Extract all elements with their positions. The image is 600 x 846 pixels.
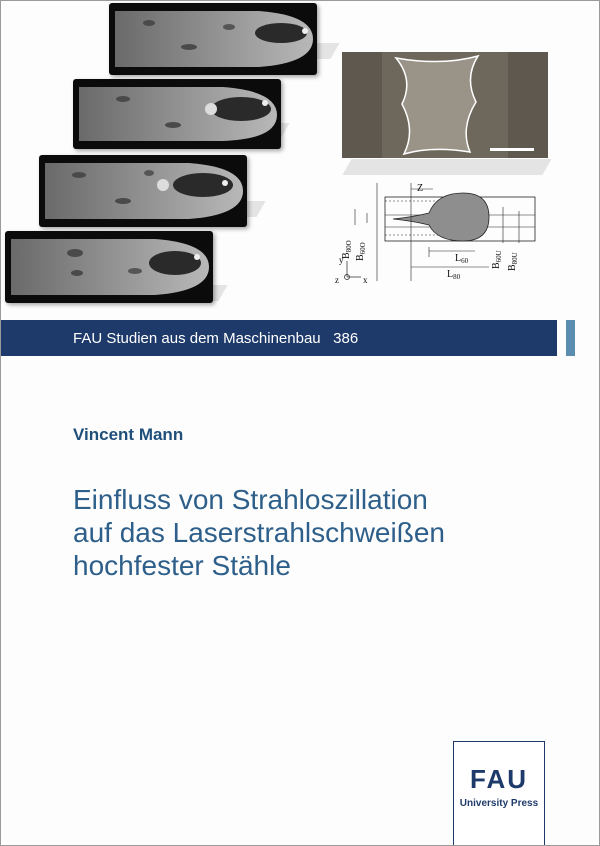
- title-line: auf das Laserstrahlschweißen: [73, 517, 445, 548]
- micrograph-shadow-plate: [342, 159, 551, 175]
- title-line: Einfluss von Strahloszillation: [73, 484, 428, 515]
- axis-label-z: z: [335, 275, 339, 285]
- keyhole-image-frame-1: [109, 3, 317, 75]
- axis-label-y: y: [339, 255, 344, 265]
- logo-subtitle: University Press: [459, 798, 539, 809]
- series-number: 386: [333, 330, 359, 347]
- diagram-label-b80o: $B_{80O}$: [341, 240, 353, 259]
- series-banner: [1, 320, 557, 356]
- series-accent-bar: [566, 320, 575, 356]
- weld-seam-dimension-diagram: [333, 181, 545, 289]
- book-title: [73, 483, 553, 582]
- fau-university-press-logo: [453, 741, 545, 846]
- keyhole-image-frame-4: [5, 231, 213, 303]
- keyhole-image-frame-2: [73, 79, 281, 149]
- diagram-label-b80u: $B_{80U}$: [507, 252, 519, 271]
- diagram-label-l60: $L_{60}$: [455, 253, 469, 265]
- diagram-label-l80: $L_{80}$: [447, 269, 461, 281]
- axis-label-x: x: [363, 275, 368, 285]
- series-label: FAU Studien aus dem Maschinenbau: [73, 330, 321, 347]
- diagram-label-b60u: $B_{60U}$: [491, 250, 503, 269]
- title-line: hochfester Stähle: [73, 550, 291, 581]
- diagram-label-z: Z: [417, 183, 424, 194]
- series-title: [73, 330, 358, 347]
- diagram-label-b60o: $B_{60O}$: [355, 242, 367, 261]
- keyhole-image-frame-3: [39, 155, 247, 227]
- author-name: Vincent Mann: [73, 425, 184, 444]
- logo-mark: FAU: [470, 764, 528, 794]
- weld-cross-section-micrograph: [342, 52, 548, 158]
